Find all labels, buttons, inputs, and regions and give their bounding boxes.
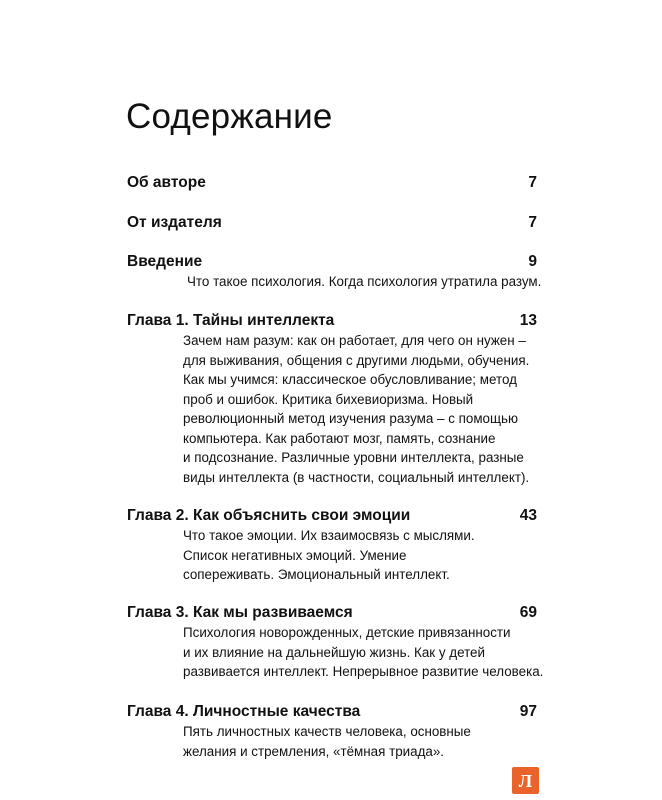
toc-entry-chapter-4 bbox=[127, 702, 537, 761]
toc-entry-chapter-2 bbox=[127, 506, 537, 585]
toc-entry-title: Введение bbox=[127, 253, 203, 270]
toc-entry-page: 97 bbox=[519, 703, 537, 720]
toc-entry-head bbox=[127, 603, 537, 623]
description-line: сопереживать. Эмоциональный интеллект. bbox=[183, 567, 450, 582]
toc-entry-title: Глава 2. Как объяснить свои эмоции bbox=[127, 507, 411, 524]
toc-entry-description bbox=[187, 272, 542, 292]
toc-entry-title: Глава 3. Как мы развиваемся bbox=[127, 604, 353, 621]
toc-entry-head bbox=[127, 252, 537, 272]
description-line: желания и стремления, «тёмная триада». bbox=[183, 743, 445, 759]
description-line: проб и ошибок. Критика бихевиоризма. Новый bbox=[183, 391, 474, 407]
toc-entry-page: 9 bbox=[528, 253, 537, 270]
toc-entry-title: Об авторе bbox=[127, 174, 206, 191]
description-line: Пять личностных качеств человека, основные bbox=[183, 724, 471, 739]
toc-entry-page: 69 bbox=[519, 604, 537, 621]
description-line: Как мы учимся: классическое обусловливание; метод bbox=[183, 372, 517, 387]
toc-entry-chapter-1 bbox=[127, 311, 537, 487]
toc-entry-publisher bbox=[127, 213, 537, 233]
toc-entry-title: Глава 1. Тайны интеллекта bbox=[127, 312, 335, 329]
description-line: для выживания, общения с другими людьми, обучения. bbox=[183, 352, 530, 368]
description-line: развивается интеллект. Непрерывное развитие человека. bbox=[183, 664, 544, 679]
toc-entry-description bbox=[183, 331, 530, 487]
description-line: Зачем нам разум: как он работает, для чего он нужен – bbox=[183, 333, 526, 348]
description-line: Что такое эмоции. Их взаимосвязь с мыслями. bbox=[183, 528, 475, 543]
toc-entry-head bbox=[127, 702, 537, 722]
description-line: и подсознание. Различные уровни интеллекта, разные bbox=[183, 450, 524, 465]
logo-letter: Л bbox=[518, 770, 533, 791]
litres-logo-icon bbox=[512, 767, 539, 794]
toc-entry-description bbox=[183, 722, 527, 761]
description-line: Что такое психология. Когда психология утратила разум. bbox=[187, 274, 542, 289]
description-line: революционный метод изучения разума – с помощью bbox=[183, 411, 519, 426]
toc-entry-page: 7 bbox=[528, 214, 537, 231]
toc-entry-author bbox=[127, 173, 537, 193]
toc-entry-head bbox=[127, 506, 537, 526]
toc-entry-description bbox=[183, 623, 544, 682]
toc-entry-title: От издателя bbox=[127, 214, 222, 231]
description-line: и их влияние на дальнейшую жизнь. Как у детей bbox=[183, 644, 485, 660]
toc-entry-page: 43 bbox=[519, 507, 537, 524]
toc-entry-description bbox=[183, 526, 527, 585]
description-line: компьютера. Как работают мозг, память, сознание bbox=[183, 430, 496, 446]
description-line: виды интеллекта (в частности, социальный интеллект). bbox=[183, 469, 530, 485]
toc-entry-chapter-3 bbox=[127, 603, 544, 682]
description-line: Психология новорожденных, детские привязанности bbox=[183, 625, 511, 640]
page-title: Содержание bbox=[126, 97, 333, 136]
toc-entry-head bbox=[127, 173, 537, 193]
toc-entry-page: 7 bbox=[528, 174, 537, 191]
toc-entry-title: Глава 4. Личностные качества bbox=[127, 703, 361, 720]
toc-entry-head bbox=[127, 311, 537, 331]
toc-entry-intro bbox=[127, 252, 542, 292]
description-line: Список негативных эмоций. Умение bbox=[183, 547, 407, 563]
toc-entry-head bbox=[127, 213, 537, 233]
toc-entry-page: 13 bbox=[519, 312, 537, 329]
